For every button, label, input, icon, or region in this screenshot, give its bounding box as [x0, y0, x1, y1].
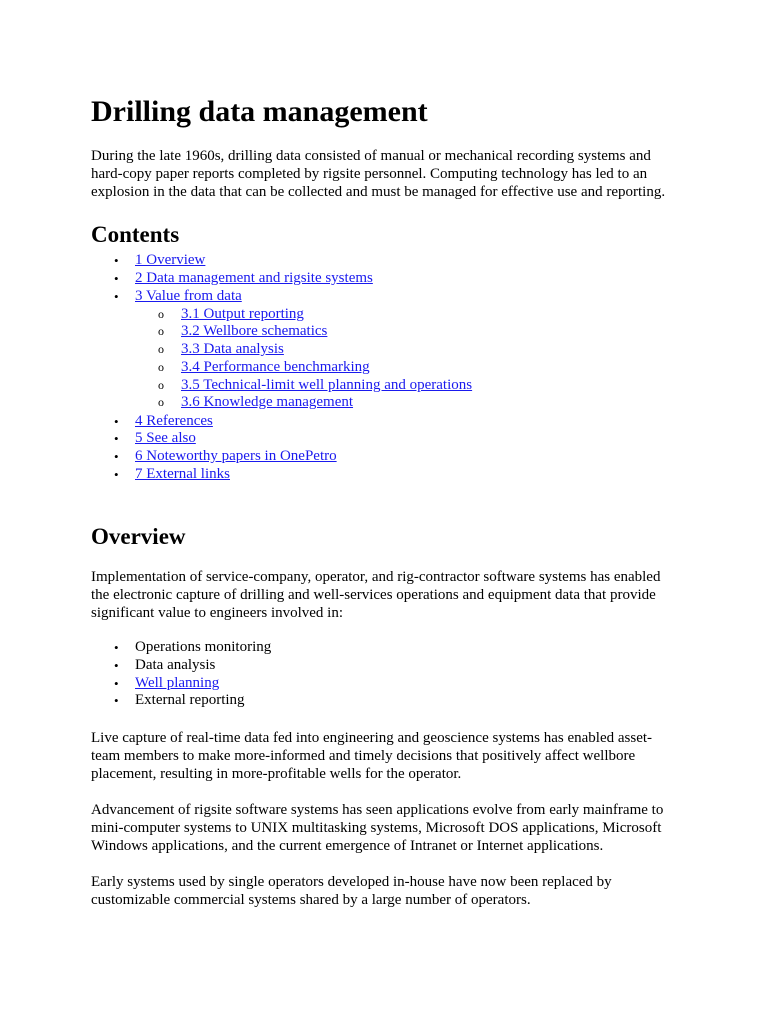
toc-link-noteworthy-papers[interactable]: 6 Noteworthy papers in OnePetro: [135, 448, 337, 465]
toc-link-value-from-data[interactable]: 3 Value from data: [135, 287, 242, 304]
toc-item: [91, 413, 337, 431]
toc-subitem: [91, 323, 472, 341]
list-item: [91, 675, 271, 693]
toc-list: [91, 252, 373, 305]
contents-heading: Contents: [91, 222, 180, 247]
overview-paragraph-4: Early systems used by single operators developed in-house have now been replaced by customizable commercial systems shared by a large number of operators.: [91, 874, 612, 908]
toc-link-performance-benchmarking[interactable]: 3.4 Performance benchmarking: [181, 358, 370, 375]
toc-list-continued: [91, 413, 337, 484]
toc-link-knowledge-management[interactable]: 3.6 Knowledge management: [181, 394, 354, 411]
list-item: • Data analysis: [91, 657, 271, 675]
toc-sublist: [91, 306, 472, 413]
toc-item: [91, 448, 337, 466]
toc-subitem: [91, 394, 472, 412]
toc-link-output-reporting[interactable]: 3.1 Output reporting: [181, 305, 304, 322]
toc-subitem: [91, 377, 472, 395]
toc-link-data-management[interactable]: 2 Data management and rigsite systems: [135, 269, 373, 286]
toc-item: [91, 430, 337, 448]
toc-link-technical-limit[interactable]: 3.5 Technical-limit well planning and operations: [181, 376, 473, 393]
page-title: Drilling data management: [91, 95, 428, 128]
toc-item: [91, 466, 337, 484]
toc-item: [91, 252, 373, 270]
list-item: • External reporting: [91, 692, 271, 710]
toc-link-external-links[interactable]: 7 External links: [135, 465, 230, 482]
toc-item: [91, 288, 373, 306]
toc-item: [91, 270, 373, 288]
toc-link-references[interactable]: 4 References: [135, 412, 213, 429]
toc-link-data-analysis[interactable]: 3.3 Data analysis: [181, 341, 284, 358]
toc-subitem: [91, 306, 472, 324]
overview-paragraph-3: Advancement of rigsite software systems has seen applications evolve from early mainframe to mini-computer systems to UNIX multitasking systems, Microsoft DOS applications, Microsoft Windows applications, and the current emergence of Intranet or Internet applications.: [91, 802, 664, 854]
toc-subitem: [91, 341, 472, 359]
overview-heading: Overview: [91, 524, 186, 549]
toc-link-overview[interactable]: 1 Overview: [135, 252, 206, 268]
toc-link-see-also[interactable]: 5 See also: [135, 430, 196, 447]
well-planning-link[interactable]: Well planning: [135, 674, 220, 691]
toc-link-wellbore-schematics[interactable]: 3.2 Wellbore schematics: [181, 323, 328, 340]
list-item: • Operations monitoring: [91, 639, 271, 657]
intro-paragraph: During the late 1960s, drilling data consisted of manual or mechanical recording systems and hard-copy paper reports completed by rigsite personnel. Computing technology has led to an explosion in the data that can be collected and must be managed for effective use and reporting.: [91, 148, 666, 200]
overview-bullet-list: [91, 639, 271, 710]
toc-subitem: [91, 359, 472, 377]
overview-paragraph-2: Live capture of real-time data fed into engineering and geoscience systems has enabled asset-team members to make more-informed and timely decisions that positively affect wellbore placement, resulting in more-profitable wells for the operator.: [91, 730, 653, 782]
overview-paragraph-1: Implementation of service-company, operator, and rig-contractor software systems has enabled the electronic capture of drilling and well-services operations and equipment data that provide significant value to engineers involved in:: [91, 569, 661, 621]
